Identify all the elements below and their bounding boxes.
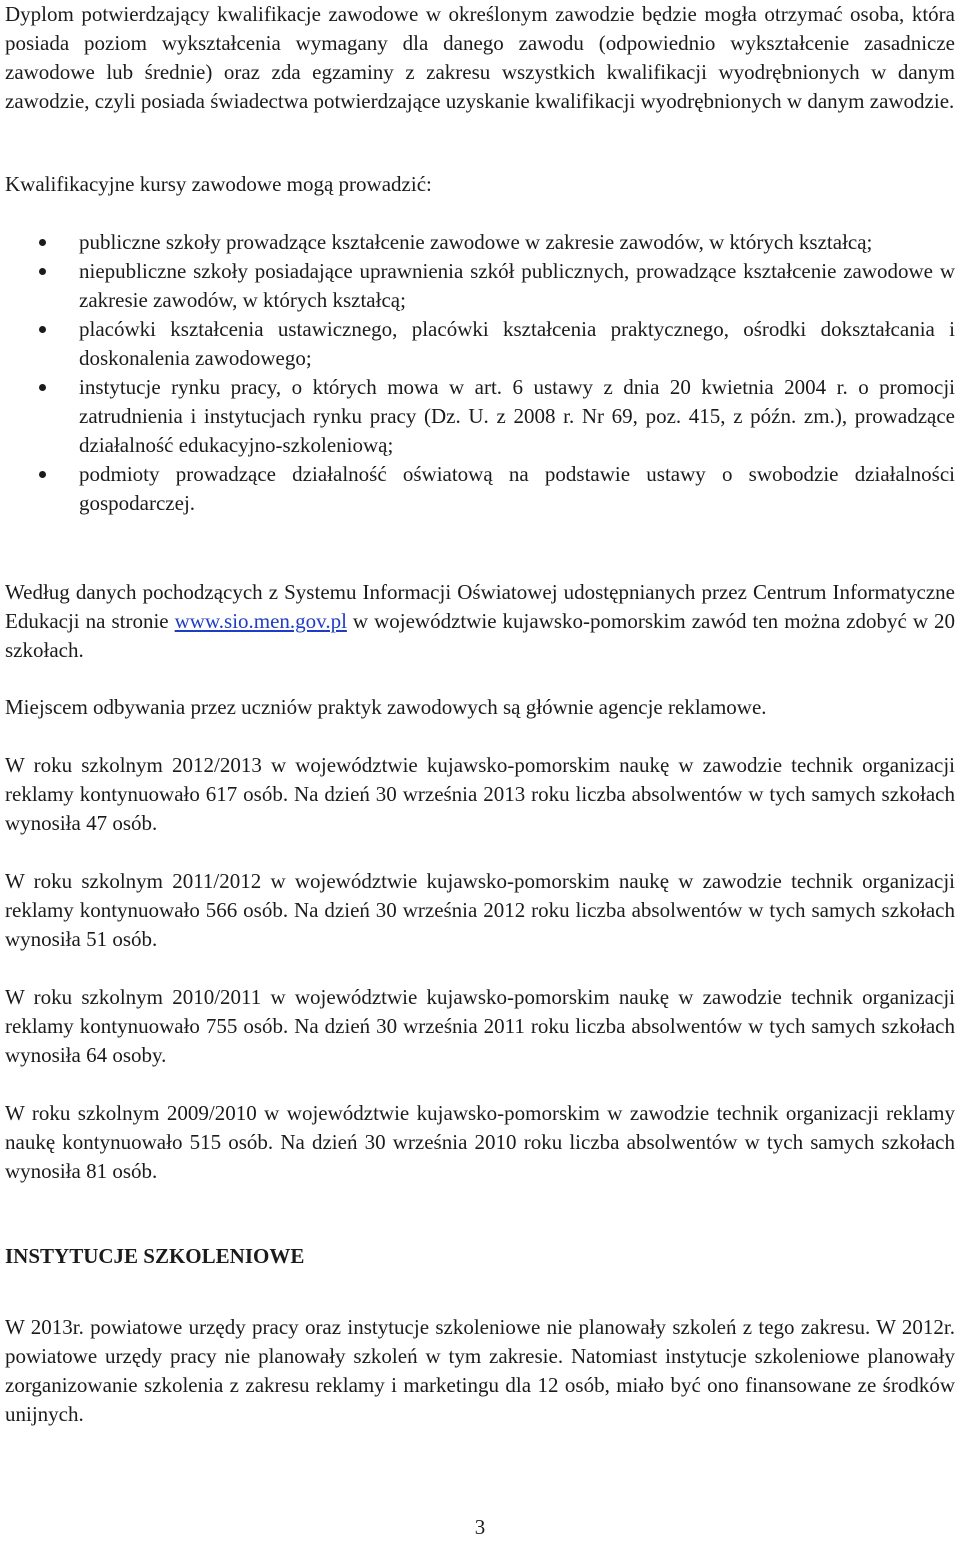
list-item — [0, 315, 960, 373]
page-number: 3 — [474, 1515, 486, 1539]
list-item — [0, 228, 960, 257]
list-item-text: instytucje rynku pracy, o których mowa w art. 6 ustawy z dnia 20 kwietnia 2004 r. o promocji zatrudnienia i instytucjach rynku pracy (Dz. U. z 2008 r. Nr 69, poz. 415, z późn. zm.), prowadzące działalność edukacyjno-szkoleniową; — [79, 375, 955, 457]
paragraph-year-2012-2013: W roku szkolnym 2012/2013 w województwie kujawsko-pomorskim naukę w zawodzie technik organizacji reklamy kontynuowało 617 osób. Na dzień 30 września 2013 roku liczba absolwentów w tych samych szkołach wynosiła 47 osób. — [5, 753, 955, 835]
paragraph-year-2010-2011: W roku szkolnym 2010/2011 w województwie kujawsko-pomorskim naukę w zawodzie technik organizacji reklamy kontynuowało 755 osób. Na dzień 30 września 2011 roku liczba absolwentów w tych samych szkołach wynosiła 64 osoby. — [5, 985, 955, 1067]
bullet-icon — [39, 268, 46, 275]
paragraph-year-2009-2010: W roku szkolnym 2009/2010 w województwie kujawsko-pomorskim w zawodzie technik organizacji reklamy naukę kontynuowało 515 osób. Na dzień 30 września 2010 roku liczba absolwentów w tych samych szkołach wynosiła 81 osób. — [5, 1101, 955, 1183]
bullet-icon — [39, 239, 46, 246]
list-item — [0, 460, 960, 518]
sio-link[interactable]: www.sio.men.gov.pl — [174, 609, 347, 633]
paragraph-diploma: Dyplom potwierdzający kwalifikacje zawodowe w określonym zawodzie będzie mogła otrzymać osoba, która posiada poziom wykształcenia wymagany dla danego zawodu (odpowiednio wykształcenie zasadnicze zawodowe lub średnie) oraz zda egzaminy z zakresu wszystkich kwalifikacji wyodrębnionych w danym zawodzie, czyli posiada świadectwa potwierdzające uzyskanie kwalifikacji wyodrębnionych w danym zawodzie. — [5, 2, 955, 113]
list-item-text: publiczne szkoły prowadzące kształcenie zawodowe w zakresie zawodów, w których kształcą; — [79, 230, 873, 254]
section-heading: INSTYTUCJE SZKOLENIOWE — [5, 1244, 305, 1268]
paragraph-year-2011-2012: W roku szkolnym 2011/2012 w województwie kujawsko-pomorskim naukę w zawodzie technik organizacji reklamy kontynuowało 566 osób. Na dzień 30 września 2012 roku liczba absolwentów w tych samych szkołach wynosiła 51 osób. — [5, 869, 955, 951]
course-providers-list — [0, 228, 960, 518]
bullet-icon — [39, 384, 46, 391]
bullet-icon — [39, 326, 46, 333]
list-item-text: niepubliczne szkoły posiadające uprawnienia szkół publicznych, prowadzące kształcenie zawodowe w zakresie zawodów, w których kształcą; — [79, 259, 955, 312]
list-item — [0, 373, 960, 460]
paragraph-courses-intro: Kwalifikacyjne kursy zawodowe mogą prowadzić: — [5, 172, 432, 196]
list-item-text: podmioty prowadzące działalność oświatową na podstawie ustawy o swobodzie działalności gospodarczej. — [79, 462, 955, 515]
paragraph-text: Według danych pochodzących z Systemu Informacji Oświatowej udostępnianych przez Centrum Informatyczne Edukacji na stronie — [5, 580, 955, 633]
paragraph-sio-data — [5, 578, 955, 665]
list-item-text: placówki kształcenia ustawicznego, placówki kształcenia praktycznego, ośrodki dokształcania i doskonalenia zawodowego; — [79, 317, 955, 370]
list-item — [0, 257, 960, 315]
bullet-icon — [39, 471, 46, 478]
paragraph-training-institutions: W 2013r. powiatowe urzędy pracy oraz instytucje szkoleniowe nie planowały szkoleń z tego zakresu. W 2012r. powiatowe urzędy pracy nie planowały szkoleń w tym zakresie. Natomiast instytucje szkoleniowe planowały zorganizowanie szkolenia z zakresu reklamy i marketingu dla 12 osób, miało być ono finansowane ze środków unijnych. — [5, 1315, 955, 1426]
paragraph-text: w województwie kujawsko-pomorskim zawód ten można zdobyć w 20 szkołach. — [5, 609, 955, 662]
paragraph-internships: Miejscem odbywania przez uczniów praktyk zawodowych są głównie agencje reklamowe. — [5, 695, 767, 719]
